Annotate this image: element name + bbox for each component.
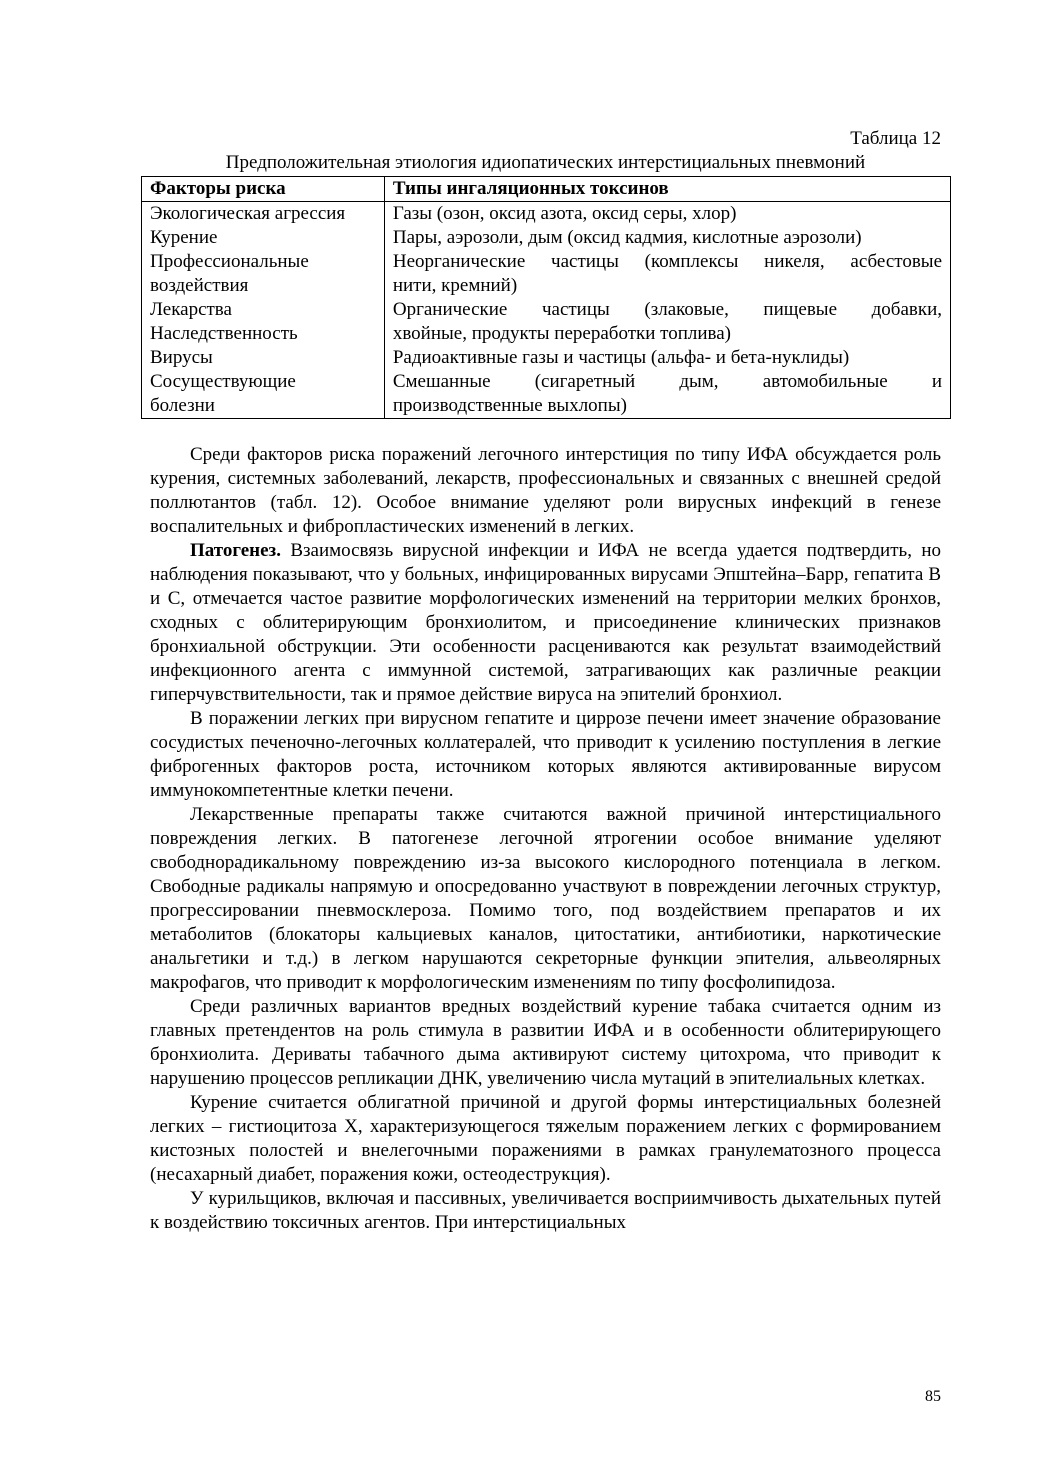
toxin-type-line: Пары, аэрозоли, дым (оксид кадмия, кислотные аэрозоли) [392, 227, 862, 248]
risk-factor-line: Лекарства [150, 299, 232, 320]
risk-factor-line: Вирусы [150, 347, 213, 368]
paragraph [150, 443, 941, 539]
toxin-type-line: Органические частицы (злаковые, пищевые добавки, [392, 299, 942, 320]
risk-factor-line: Наследственность [150, 323, 298, 344]
paragraph-text: В поражении легких при вирусном гепатите и циррозе печени имеет значение образование сосудистых печеночно-легочных коллатералей, что приводит к усилению поступления в легкие фиброгенных факторов роста, источником которых являются активированные вирусом иммунокомпетентные клетки печени. [150, 708, 941, 801]
paragraph [150, 539, 941, 707]
page-number: 85 [925, 1388, 941, 1405]
table-caption: Предположительная этиология идиопатических интерстициальных пневмоний [225, 152, 866, 173]
table-header-row [142, 177, 951, 202]
risk-factors-cell [142, 202, 385, 419]
paragraph [150, 1187, 941, 1235]
toxin-type-line: нити, кремний) [392, 275, 518, 296]
table-number: Таблица 12 [850, 128, 941, 149]
risk-factor-line: Профессиональные [150, 251, 309, 272]
paragraph [150, 707, 941, 803]
toxin-type-line: Радиоактивные газы и частицы (альфа- и бета-нуклиды) [392, 347, 850, 368]
paragraph [150, 1091, 941, 1187]
paragraph-text: Лекарственные препараты также считаются важной причиной интерстициального повреждения легких. В патогенезе легочной ятрогении особое внимание уделяют свободнорадикальному повреждению из-за высокого кислородного потенциала в легком. Свободные радикалы напрямую и опосредованно участвуют в повреждении легочных структур, прогрессировании пневмосклероза. Помимо того, под воздействием препаратов и их метаболитов (блокаторы кальциевых каналов, цитостатики, антибиотики, наркотические анальгетики и т.д.) в легком нарушаются секреторные функции эпителия, альвеолярных макрофагов, что приводит к морфологическим изменениям по типу фосфолипидоза. [150, 804, 941, 993]
risk-factor-line: Курение [150, 227, 218, 248]
risk-factor-line: Сосуществующие [150, 371, 296, 392]
toxin-type-line: производственные выхлопы) [392, 395, 627, 416]
risk-factor-line: болезни [150, 395, 215, 416]
toxin-type-line: Газы (озон, оксид азота, оксид серы, хлор) [392, 203, 737, 224]
paragraph-text: Среди различных вариантов вредных воздействий курение табака считается одним из главных претендентов на роль стимула в развитии ИФА и в особенности облитерирующего бронхиолита. Дериваты табачного дыма активируют систему цитохрома, что приводит к нарушению процессов репликации ДНК, увеличению числа мутаций в эпителиальных клетках. [150, 996, 941, 1089]
body-text [150, 443, 941, 1235]
paragraph-lead: Патогенез. [190, 540, 281, 561]
table-body-row [142, 202, 951, 419]
paragraph-text: Среди факторов риска поражений легочного интерстиция по типу ИФА обсуждается роль курения, системных заболеваний, лекарств, профессиональных и связанных с внешней средой поллютантов (табл. 12). Особое внимание уделяют роли вирусных инфекций в генезе воспалительных и фибропластических изменений в легких. [150, 444, 941, 537]
toxin-type-line: хвойные, продукты переработки топлива) [392, 323, 731, 344]
risk-factor-line: Экологическая агрессия [150, 203, 346, 224]
toxin-type-line: Неорганические частицы (комплексы никеля, асбестовые [392, 251, 942, 272]
paragraph [150, 803, 941, 995]
risk-factor-line: воздействия [150, 275, 249, 296]
header-risk-factors: Факторы риска [142, 177, 385, 202]
etiology-table [141, 176, 951, 419]
toxin-type-line: Смешанные (сигаретный дым, автомобильные и [392, 371, 942, 392]
toxin-types-cell [384, 202, 950, 419]
paragraph-text: Взаимосвязь вирусной инфекции и ИФА не всегда удается подтвердить, но наблюдения показывают, что у больных, инфицированных вирусами Эпштейна–Барр, гепатита В и С, отмечается частое развитие морфологических изменений на территории мелких бронхов, сходных с облитерирующим бронхиолитом, и присоединение клинических признаков бронхиальной обструкции. Эти особенности расцениваются как результат взаимодействий инфекционного агента с иммунной системой, затрагивающих как различные реакции гиперчувствительности, так и прямое действие вируса на эпителий бронхиол. [150, 540, 941, 705]
header-toxin-types: Типы ингаляционных токсинов [384, 177, 950, 202]
paragraph-text: У курильщиков, включая и пассивных, увеличивается восприимчивость дыхательных путей к воздействию токсичных агентов. При интерстициальных [150, 1188, 941, 1233]
paragraph [150, 995, 941, 1091]
paragraph-text: Курение считается облигатной причиной и другой формы интерстициальных болезней легких – гистиоцитоза Х, характеризующегося тяжелым поражением легких с формированием кистозных полостей и внелегочными поражениями в рамках гранулематозного процесса (несахарный диабет, поражения кожи, остеодеструкция). [150, 1092, 941, 1185]
